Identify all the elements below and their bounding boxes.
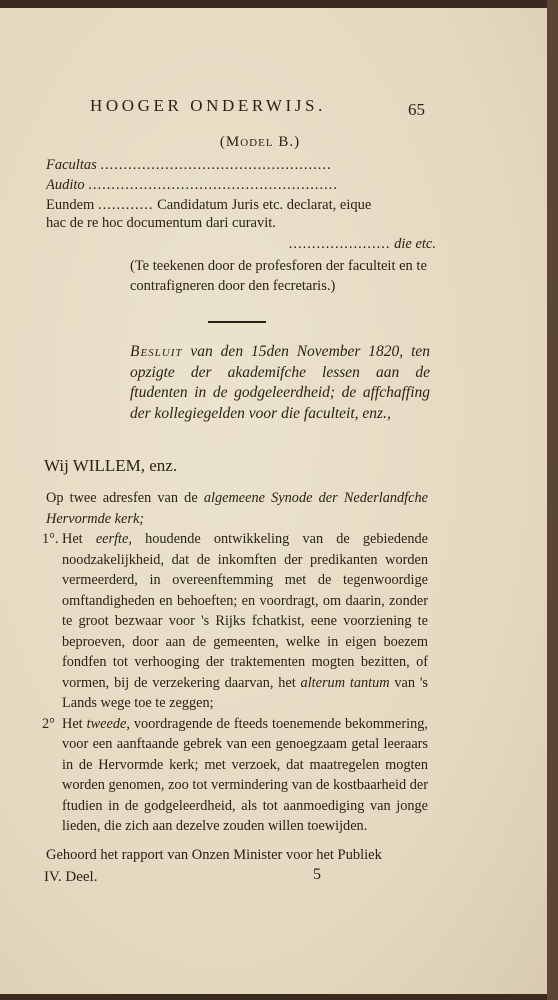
item-1-italic-b: eerfte bbox=[95, 531, 129, 547]
form-line-audito bbox=[46, 177, 432, 194]
item-2-text-a: Het bbox=[62, 715, 83, 732]
facultas-label: Facultas bbox=[46, 157, 97, 173]
item-1-text-a: Het bbox=[62, 531, 83, 547]
last-line: Gehoord het rapport van Onzen Minister voor het Publiek bbox=[46, 847, 382, 863]
form-line-eundem bbox=[46, 197, 432, 214]
deel-label: IV. Deel. bbox=[44, 869, 98, 885]
signature-mark: 5 bbox=[313, 866, 321, 883]
signing-note: (Te teekenen door de profesforen der faculteit en te contrafigneren door den fecretaris.) bbox=[130, 258, 427, 294]
besluit-heading bbox=[130, 342, 430, 424]
die-dots: ...................... bbox=[288, 236, 391, 252]
intro-paragraph bbox=[46, 488, 428, 529]
running-title: HOOGER ONDERWIJS. bbox=[90, 96, 326, 115]
item-1-text-c: , houdende ontwikkeling van de gebiedende noodzakelijkheid, dat de inkomften der predikanten worden vermeerderd, in overeenftemming met de tegenwoordige omftandigheden en behoeften; en voordragt, om daarin, zonder te groot bezwaar voor 's Rijks fchatkist, eene voorziening te beproeven, door aan de gemeenten, welke in eigen boezem fondfen tot verhooging der traktementen mogten bezitten, of vormen, bij de verzekering daarvan, het bbox=[62, 531, 429, 691]
item-2 bbox=[42, 714, 428, 837]
item-2-mark: 2° bbox=[42, 715, 55, 732]
item-2-text-c: , voordragende de fteeds toenemende bekommering, voor een aanftaande gebrek van een genoegzaam getal leeraars in de Hervormde kerk; met verzoek, dat maatregelen mogten worden genomen, zoo tot vermindering van de kostbaarheid der ftudien in de godgeleerdheid, als tot aanmoediging van jonge lieden, die zich aan dezelve zouden willen toewijden. bbox=[62, 715, 428, 834]
section-divider bbox=[208, 321, 266, 323]
intro-italic: algemeene Synode der Nederlandfche Hervormde kerk; bbox=[46, 490, 428, 527]
facultas-dots: .................................................. bbox=[100, 157, 332, 173]
intro-text: Op twee adresfen van de bbox=[46, 490, 198, 506]
eundem-dots: ............ bbox=[97, 197, 154, 213]
wij-willem: Wij WILLEM, enz. bbox=[44, 456, 178, 475]
form-line-2: hac de re hoc documentum dari curavit. bbox=[46, 215, 276, 231]
book-page bbox=[0, 8, 547, 994]
item-1-mark: 1°. bbox=[42, 531, 59, 547]
eundem-text: Candidatum Juris etc. declarat, eique bbox=[157, 197, 372, 213]
form-line-facultas bbox=[46, 157, 432, 174]
form-line-die bbox=[46, 236, 436, 253]
besluit-lead: Besluit bbox=[130, 343, 183, 360]
page-edge bbox=[547, 0, 558, 1000]
item-1-italic-d: alterum tantum bbox=[300, 674, 390, 691]
body-text bbox=[42, 488, 429, 837]
model-label: (Model B.) bbox=[219, 134, 301, 150]
besluit-text: van den 15den November 1820, ten opzigte der akademifche lessen aan de ftudenten in de godgeleerdheid; de affchaffing der kollegiegelden voor die faculteit, enz., bbox=[130, 343, 431, 422]
item-1 bbox=[42, 529, 429, 714]
page-number: 65 bbox=[408, 100, 425, 119]
item-2-italic-b: tweede bbox=[86, 715, 127, 732]
item-1-text-e: van 's Lands wege toe te zeggen; bbox=[62, 674, 428, 711]
audito-label: Audito bbox=[46, 177, 85, 193]
die-text: die etc. bbox=[394, 236, 436, 252]
eundem-label: Eundem bbox=[46, 197, 95, 213]
audito-dots: ...................................................... bbox=[88, 177, 339, 193]
